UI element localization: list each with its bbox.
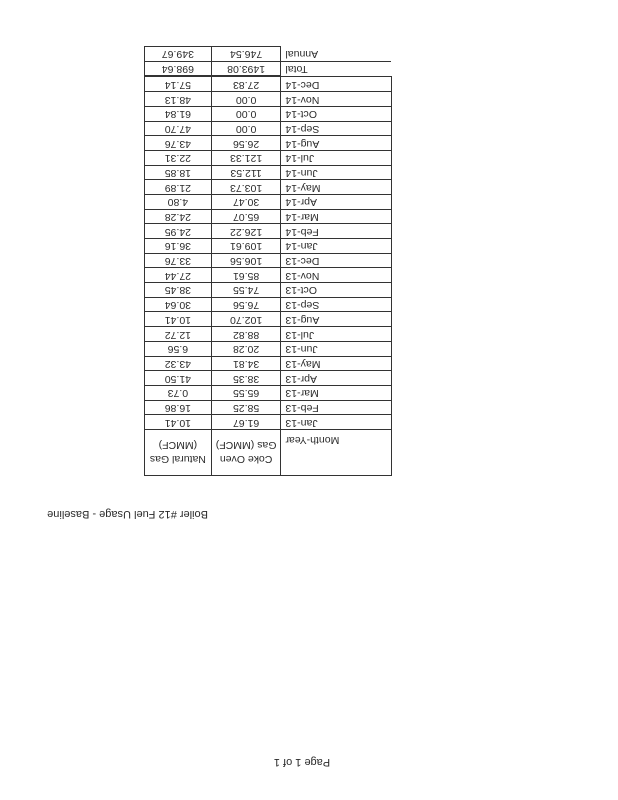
month-cell: Jul-14 [281,150,392,165]
table-row [145,165,392,180]
table-row [145,268,392,283]
table-row [145,385,392,400]
natural-gas-cell: 22.31 [145,150,212,165]
table-row [145,400,392,415]
month-cell: Dec-13 [281,253,392,268]
annual-coke: 746.54 [211,47,281,62]
header-gas-line1: Natural Gas [149,453,206,466]
coke-oven-gas-cell: 27.83 [211,77,281,92]
month-cell: Aug-13 [281,312,392,327]
coke-oven-gas-cell: 112.53 [211,165,281,180]
total-coke: 1493.08 [211,61,281,76]
month-cell: Sep-13 [281,297,392,312]
natural-gas-cell: 48.13 [145,92,212,107]
natural-gas-cell: 10.41 [145,415,212,430]
coke-oven-gas-cell: 61.67 [211,415,281,430]
table-row [145,106,392,121]
natural-gas-cell: 33.76 [145,253,212,268]
table-row [145,341,392,356]
table-row [145,283,392,298]
natural-gas-cell: 21.89 [145,180,212,195]
table-row [145,239,392,254]
natural-gas-cell: 27.44 [145,268,212,283]
coke-oven-gas-cell: 34.81 [211,356,281,371]
table-row [145,415,392,430]
month-cell: Mar-13 [281,385,392,400]
table-row [145,371,392,386]
coke-oven-gas-cell: 88.82 [211,327,281,342]
table-body [145,77,392,430]
header-coke-oven-gas [211,430,281,476]
coke-oven-gas-cell: 65.55 [211,385,281,400]
coke-oven-gas-cell: 85.61 [211,268,281,283]
month-cell: Jun-14 [281,165,392,180]
natural-gas-cell: 36.16 [145,239,212,254]
table-row [145,327,392,342]
total-row [145,61,392,76]
coke-oven-gas-cell: 30.47 [211,195,281,210]
natural-gas-cell: 38.45 [145,283,212,298]
coke-oven-gas-cell: 103.73 [211,180,281,195]
month-cell: Oct-13 [281,283,392,298]
natural-gas-cell: 0.73 [145,385,212,400]
coke-oven-gas-cell: 74.55 [211,283,281,298]
header-gas-line2: (MMCF) [158,439,198,452]
annual-row [145,47,392,62]
month-cell: May-14 [281,180,392,195]
month-cell: Jan-13 [281,415,392,430]
table-row [145,180,392,195]
natural-gas-cell: 57.14 [145,77,212,92]
total-label: Total [281,61,392,76]
natural-gas-cell: 61.84 [145,106,212,121]
table-row [145,92,392,107]
coke-oven-gas-cell: 126.22 [211,224,281,239]
coke-oven-gas-cell: 58.25 [211,400,281,415]
coke-oven-gas-cell: 20.28 [211,341,281,356]
document-title: Boiler #12 Fuel Usage - Baseline [47,508,208,520]
coke-oven-gas-cell: 76.56 [211,297,281,312]
natural-gas-cell: 30.64 [145,297,212,312]
coke-oven-gas-cell: 65.07 [211,209,281,224]
month-cell: Dec-14 [281,77,392,92]
table-row [145,136,392,151]
month-cell: Nov-14 [281,92,392,107]
annual-label: Annual [281,47,392,62]
table-row [145,356,392,371]
header-coke-line2: Gas (MMCF) [215,439,277,452]
natural-gas-cell: 47.70 [145,121,212,136]
fuel-usage-table [144,46,392,476]
month-cell: Feb-13 [281,400,392,415]
header-natural-gas [145,430,212,476]
coke-oven-gas-cell: 0.00 [211,121,281,136]
natural-gas-cell: 18.85 [145,165,212,180]
month-cell: May-13 [281,356,392,371]
month-cell: Apr-13 [281,371,392,386]
natural-gas-cell: 4.80 [145,195,212,210]
month-cell: Aug-14 [281,136,392,151]
natural-gas-cell: 16.86 [145,400,212,415]
table-header-row [145,430,392,476]
total-gas: 698.64 [145,61,212,76]
page-number: Page 1 of 1 [273,756,331,768]
natural-gas-cell: 12.72 [145,327,212,342]
coke-oven-gas-cell: 102.70 [211,312,281,327]
table-row [145,224,392,239]
month-cell: Feb-14 [281,224,392,239]
month-cell: Mar-14 [281,209,392,224]
month-cell: Jun-13 [281,341,392,356]
natural-gas-cell: 24.95 [145,224,212,239]
natural-gas-cell: 10.41 [145,312,212,327]
annual-gas: 349.67 [145,47,212,62]
table-row [145,312,392,327]
table-row [145,297,392,312]
coke-oven-gas-cell: 26.56 [211,136,281,151]
table-row [145,253,392,268]
natural-gas-cell: 43.32 [145,356,212,371]
coke-oven-gas-cell: 0.00 [211,106,281,121]
coke-oven-gas-cell: 38.35 [211,371,281,386]
table-row [145,150,392,165]
coke-oven-gas-cell: 0.00 [211,92,281,107]
month-cell: Nov-13 [281,268,392,283]
month-cell: Sep-14 [281,121,392,136]
month-cell: Oct-14 [281,106,392,121]
coke-oven-gas-cell: 106.56 [211,253,281,268]
table-row [145,77,392,92]
coke-oven-gas-cell: 121.33 [211,150,281,165]
natural-gas-cell: 43.76 [145,136,212,151]
table-row [145,195,392,210]
coke-oven-gas-cell: 109.61 [211,239,281,254]
month-cell: Jul-13 [281,327,392,342]
table-row [145,121,392,136]
header-coke-line1: Coke Oven [219,453,273,466]
natural-gas-cell: 24.28 [145,209,212,224]
natural-gas-cell: 41.50 [145,371,212,386]
month-cell: Jan-14 [281,239,392,254]
natural-gas-cell: 6.56 [145,341,212,356]
table-row [145,209,392,224]
header-month-year: Month-Year [281,430,392,476]
month-cell: Apr-14 [281,195,392,210]
